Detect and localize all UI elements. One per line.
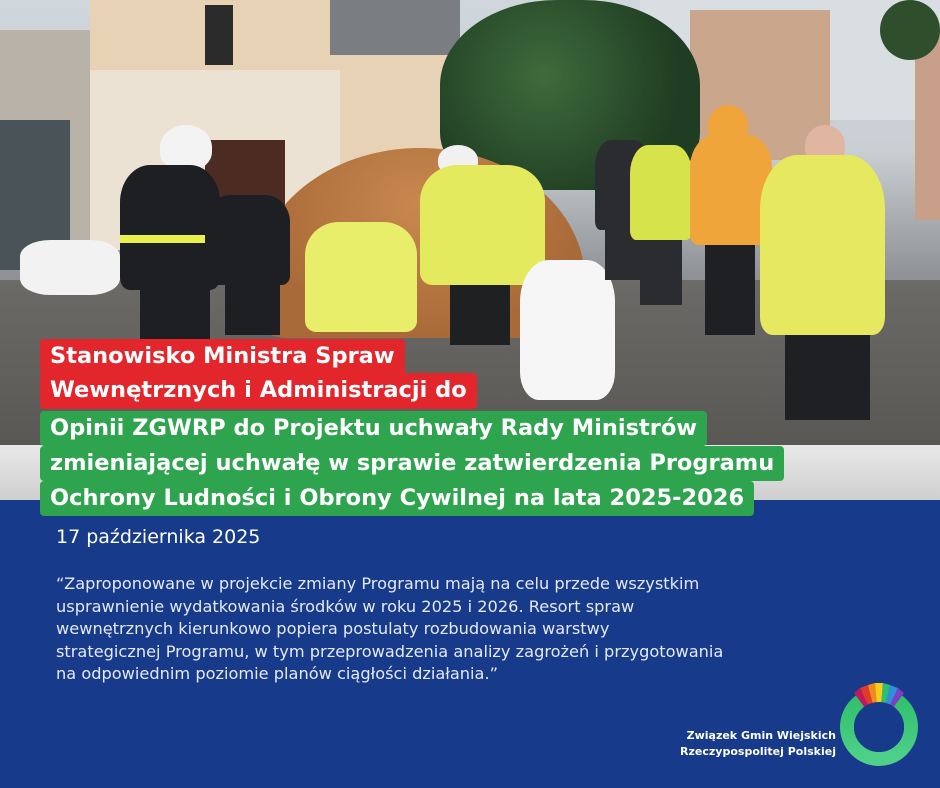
photo-worker-raincoat: [305, 222, 420, 340]
quote-line: usprawnienie wydatkowania środków w roku 2025 i 2026. Resort spraw: [56, 596, 635, 616]
organization-name-line-2: Rzeczypospolitej Polskiej: [680, 745, 836, 758]
photo-sandbags-left: [20, 240, 120, 295]
photo-tree-right: [880, 0, 940, 60]
photo-worker-vest: [630, 130, 695, 305]
photo-sandbag: [520, 260, 615, 400]
quote-line: wewnętrznych kierunkowo popiera postulaty rozbudowania warstwy: [56, 619, 610, 638]
publication-date: 17 października 2025: [56, 526, 261, 548]
headline-green-line-2: zmieniającej uchwałę w sprawie zatwierdzenia Programu: [40, 446, 784, 481]
zgwrp-logo-icon: [836, 682, 922, 768]
quote-line: strategicznej Programu, w tym przeprowadzenia analizy zagrożeń i przygotowania: [56, 641, 724, 661]
photo-firefighter: [205, 195, 295, 340]
headline-red-line-2: Wewnętrznych i Administracji do: [40, 373, 477, 409]
photo-worker-raincoat: [760, 125, 900, 420]
organization-name-line-1: Związek Gmin Wiejskich: [686, 729, 836, 742]
photo-window: [205, 5, 233, 65]
headline-green-line-1: Opinii ZGWRP do Projektu uchwały Rady Ministrów: [40, 411, 707, 446]
quote-line: na odpowiednim poziomie planów ciągłości działania.”: [56, 664, 499, 683]
headline-green-line-3: Ochrony Ludności i Obrony Cywilnej na lata 2025-2026: [40, 481, 754, 516]
headline-red-line-1: Stanowisko Ministra Spraw: [40, 339, 405, 375]
quote-block: [56, 573, 876, 686]
quote-line: “Zaproponowane w projekcie zmiany Programu mają na celu przede wszystkim: [56, 574, 700, 593]
organization-name: [680, 728, 836, 760]
photo-roof: [330, 0, 460, 55]
